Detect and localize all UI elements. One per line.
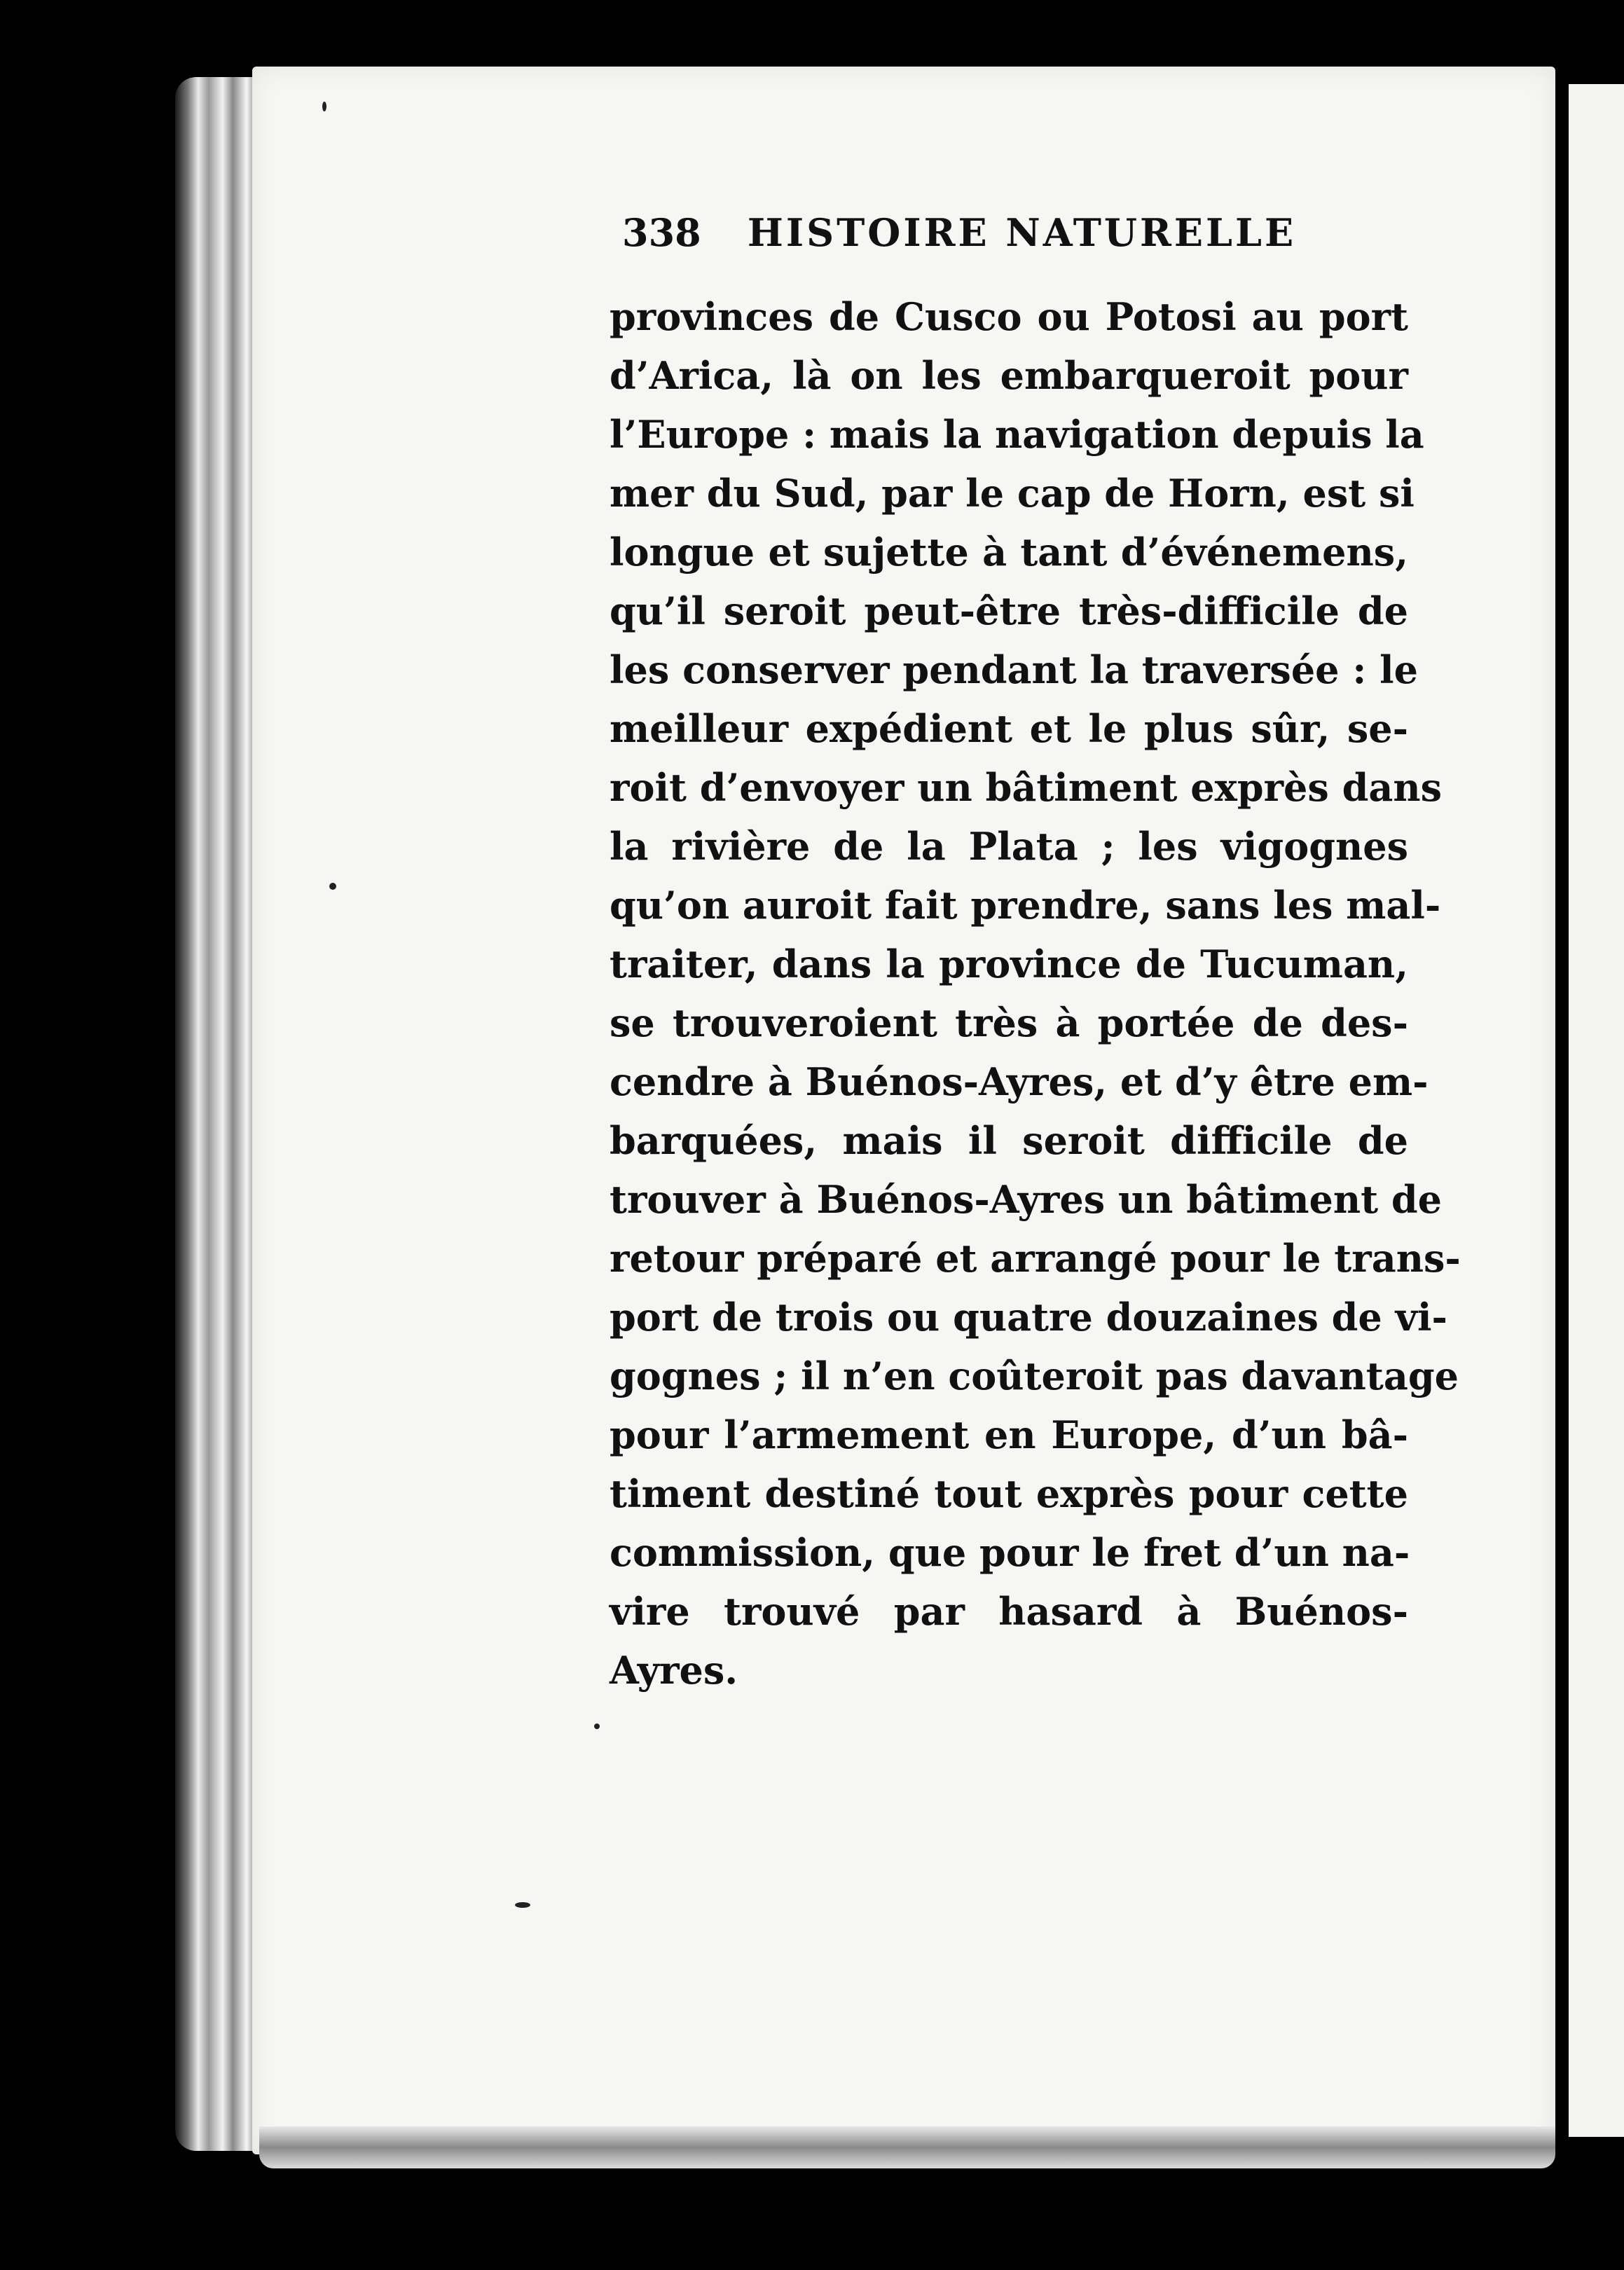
text-line: pour l’armement en Europe, d’un bâ- bbox=[610, 1412, 1408, 1457]
text-line: longue et sujette à tant d’événemens, bbox=[610, 530, 1408, 575]
text-line: la rivière de la Plata ; les vigognes bbox=[610, 824, 1408, 869]
text-line: les conserver pendant la traversée : le bbox=[610, 647, 1418, 692]
ink-speck bbox=[322, 102, 326, 111]
text-line: l’Europe : mais la navigation depuis la bbox=[610, 412, 1424, 457]
text-line: d’Arica, là on les embarqueroit pour bbox=[610, 353, 1408, 398]
text-line: meilleur expédient et le plus sûr, se- bbox=[610, 706, 1408, 751]
text-line: qu’on auroit fait prendre, sans les mal- bbox=[610, 883, 1441, 928]
body-text bbox=[610, 287, 1461, 1700]
text-line: barquées, mais il seroit difficile de bbox=[610, 1118, 1408, 1163]
text-line: Ayres. bbox=[610, 1648, 738, 1693]
text-line: vire trouvé par hasard à Buénos- bbox=[610, 1589, 1408, 1634]
text-line: provinces de Cusco ou Potosi au port bbox=[610, 294, 1408, 339]
running-header bbox=[622, 210, 1407, 255]
text-line: gognes ; il n’en coûteroit pas davantage bbox=[610, 1354, 1459, 1398]
text-line: commission, que pour le fret d’un na- bbox=[610, 1530, 1410, 1575]
text-line: timent destiné tout exprès pour cette bbox=[610, 1471, 1408, 1516]
text-line: qu’il seroit peut-être très-difficile de bbox=[610, 589, 1408, 633]
text-line: port de trois ou quatre douzaines de vi- bbox=[610, 1295, 1447, 1340]
text-line: roit d’envoyer un bâtiment exprès dans bbox=[610, 765, 1443, 810]
page-bottom-edge bbox=[259, 2126, 1555, 2168]
ink-speck bbox=[515, 1902, 530, 1908]
running-title: HISTOIRE NATURELLE bbox=[747, 210, 1297, 255]
ink-speck bbox=[329, 883, 336, 890]
text-line: se trouveroient très à portée de des- bbox=[610, 1000, 1408, 1045]
ink-speck bbox=[594, 1724, 600, 1729]
adjacent-page-sliver bbox=[1559, 84, 1624, 2137]
text-line: cendre à Buénos-Ayres, et d’y être em- bbox=[610, 1059, 1429, 1104]
text-line: traiter, dans la province de Tucuman, bbox=[610, 942, 1408, 986]
text-line: mer du Sud, par le cap de Horn, est si bbox=[610, 471, 1415, 516]
page-number: 338 bbox=[622, 210, 701, 255]
text-line: trouver à Buénos-Ayres un bâtiment de bbox=[610, 1177, 1443, 1222]
text-line: retour préparé et arrangé pour le trans- bbox=[610, 1236, 1461, 1281]
